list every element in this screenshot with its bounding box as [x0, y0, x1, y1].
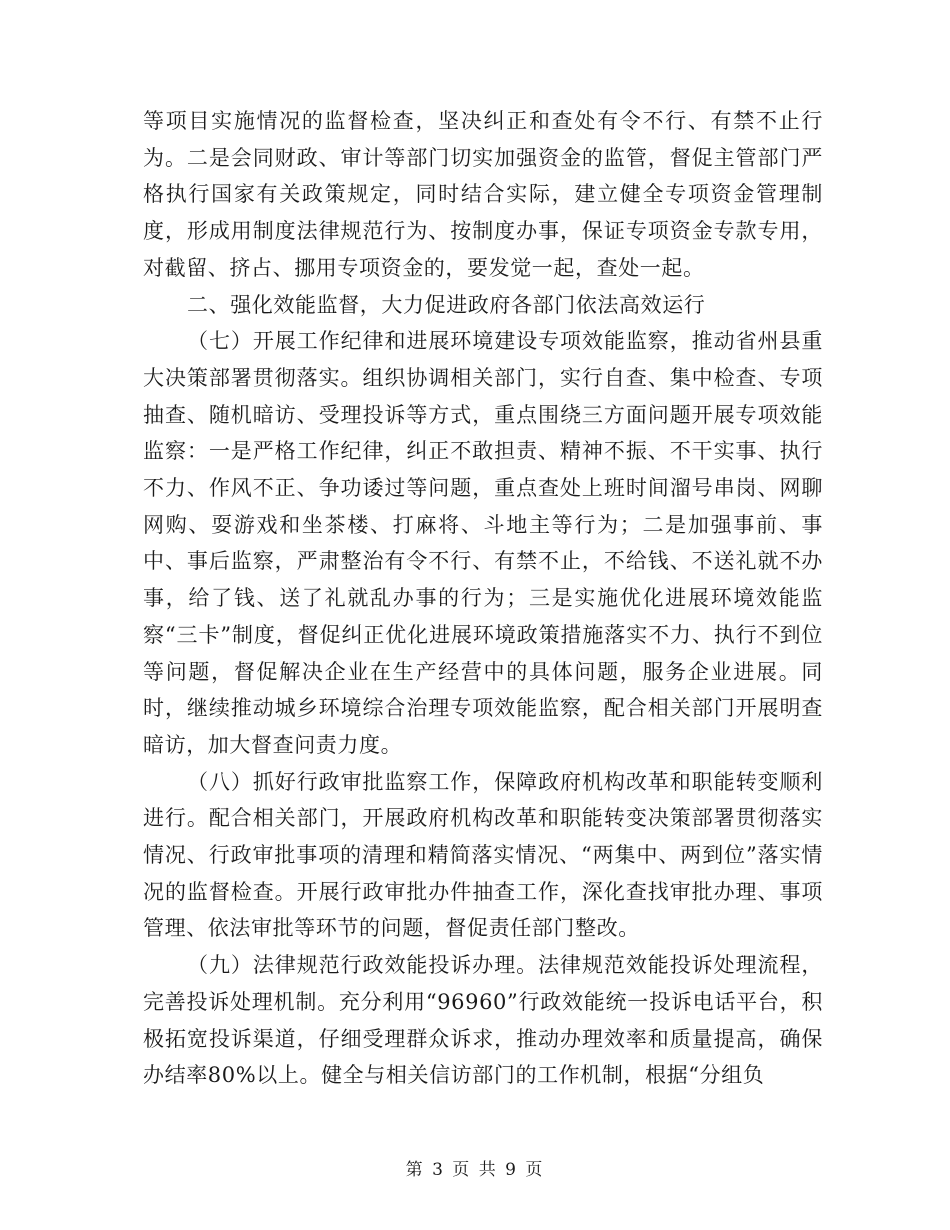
paragraph-item-7: （七）开展工作纪律和进展环境建设专项效能监察，推动省州县重大决策部署贯彻落实。组织协调相关部门，实行自查、集中检查、专项抽查、随机暗访、受理投诉等方式，重点围绕三方面问题开展专项效能监察：一是严格工作纪律，纠正不敢担责、精神不振、不干实事、执行不力、作风不正、争功诿过等问题，重点查处上班时间溜号串岗、网聊网购、耍游戏和坐茶楼、打麻将、斗地主等行为；二是加强事前、事中、事后监察，严肃整治有令不行、有禁不止，不给钱、不送礼就不办事，给了钱、送了礼就乱办事的行为；三是实施优化进展环境效能监察“三卡”制度，督促纠正优化进展环境政策措施落实不力、执行不到位等问题，督促解决企业在生产经营中的具体问题，服务企业进展。同时，继续推动城乡环境综合治理专项效能监察，配合相关部门开展明查暗访，加大督查问责力度。 — [143, 329, 823, 757]
paragraph-item-9: （九）法律规范行政效能投诉办理。法律规范效能投诉处理流程，完善投诉处理机制。充分利用“96960”行政效能统一投诉电话平台，积极拓宽投诉渠道，仔细受理群众诉求，推动办理效率和质量提高，确保办结率80%以上。健全与相关信访部门的工作机制，根据“分组负 — [143, 953, 823, 1088]
paragraph-continuation: 等项目实施情况的监督检查，坚决纠正和查处有令不行、有禁不止行为。二是会同财政、审计等部门切实加强资金的监管，督促主管部门严格执行国家有关政策规定，同时结合实际，建立健全专项资金管理制度，形成用制度法律规范行为、按制度办事，保证专项资金专款专用，对截留、挤占、挪用专项资金的，要发觉一起，查处一起。 — [143, 109, 823, 280]
page-number-footer: 第 3 页 共 9 页 — [405, 1160, 545, 1180]
section-heading: 二、强化效能监督，大力促进政府各部门依法高效运行 — [187, 292, 706, 317]
paragraph-item-8: （八）抓好行政审批监察工作，保障政府机构改革和职能转变顺利进行。配合相关部门，开展政府机构改革和职能转变决策部署贯彻落实情况、行政审批事项的清理和精简落实情况、“两集中、两到位”落实情况的监督检查。开展行政审批办件抽查工作，深化查找审批办理、事项管理、依法审批等环节的问题，督促责任部门整改。 — [143, 769, 823, 941]
document-body — [143, 103, 823, 1094]
